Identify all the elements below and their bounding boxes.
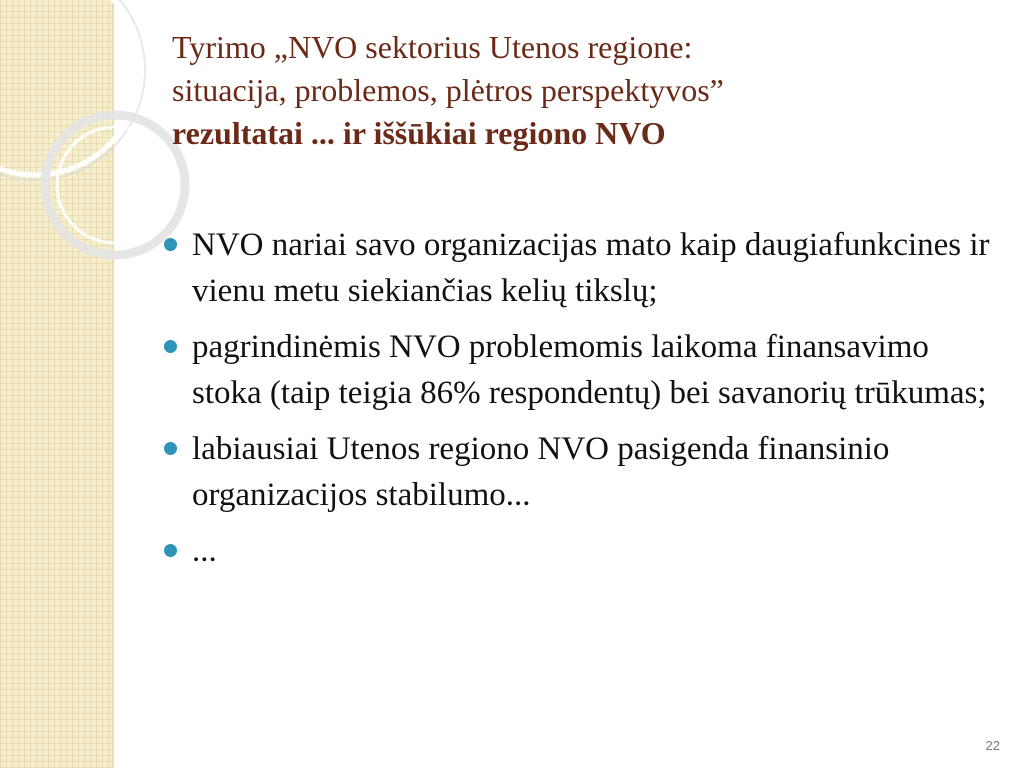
bullet-dot-icon (164, 340, 177, 353)
slide-content (162, 222, 992, 584)
bullet-text: pagrindinėmis NVO problemomis laikoma finansavimo stoka (taip teigia 86% respondentų) bei savanorių trūkumas; (192, 329, 987, 411)
title-line-2: situacija, problemos, plėtros perspektyvos” (172, 72, 724, 108)
bullet-list (162, 222, 992, 574)
bullet-item (162, 222, 992, 314)
page-number: 22 (985, 738, 1000, 753)
decorative-circle-large-shadow (0, 0, 145, 180)
title-line-1: Tyrimo „NVO sektorius Utenos regione: (172, 29, 693, 65)
title-line-3: rezultatai ... ir iššūkiai regiono NVO (172, 115, 666, 151)
bullet-dot-icon (164, 442, 177, 455)
bullet-text: ... (192, 533, 217, 569)
bullet-dot-icon (164, 544, 177, 557)
bullet-dot-icon (164, 238, 177, 251)
bullet-item (162, 324, 992, 416)
slide-title (172, 26, 992, 155)
bullet-item (162, 426, 992, 518)
bullet-item (162, 528, 992, 574)
bullet-text: labiausiai Utenos regiono NVO pasigenda finansinio organizacijos stabilumo... (192, 431, 890, 513)
bullet-text: NVO nariai savo organizacijas mato kaip daugiafunkcines ir vienu metu siekiančias kelių tikslų; (192, 227, 990, 309)
